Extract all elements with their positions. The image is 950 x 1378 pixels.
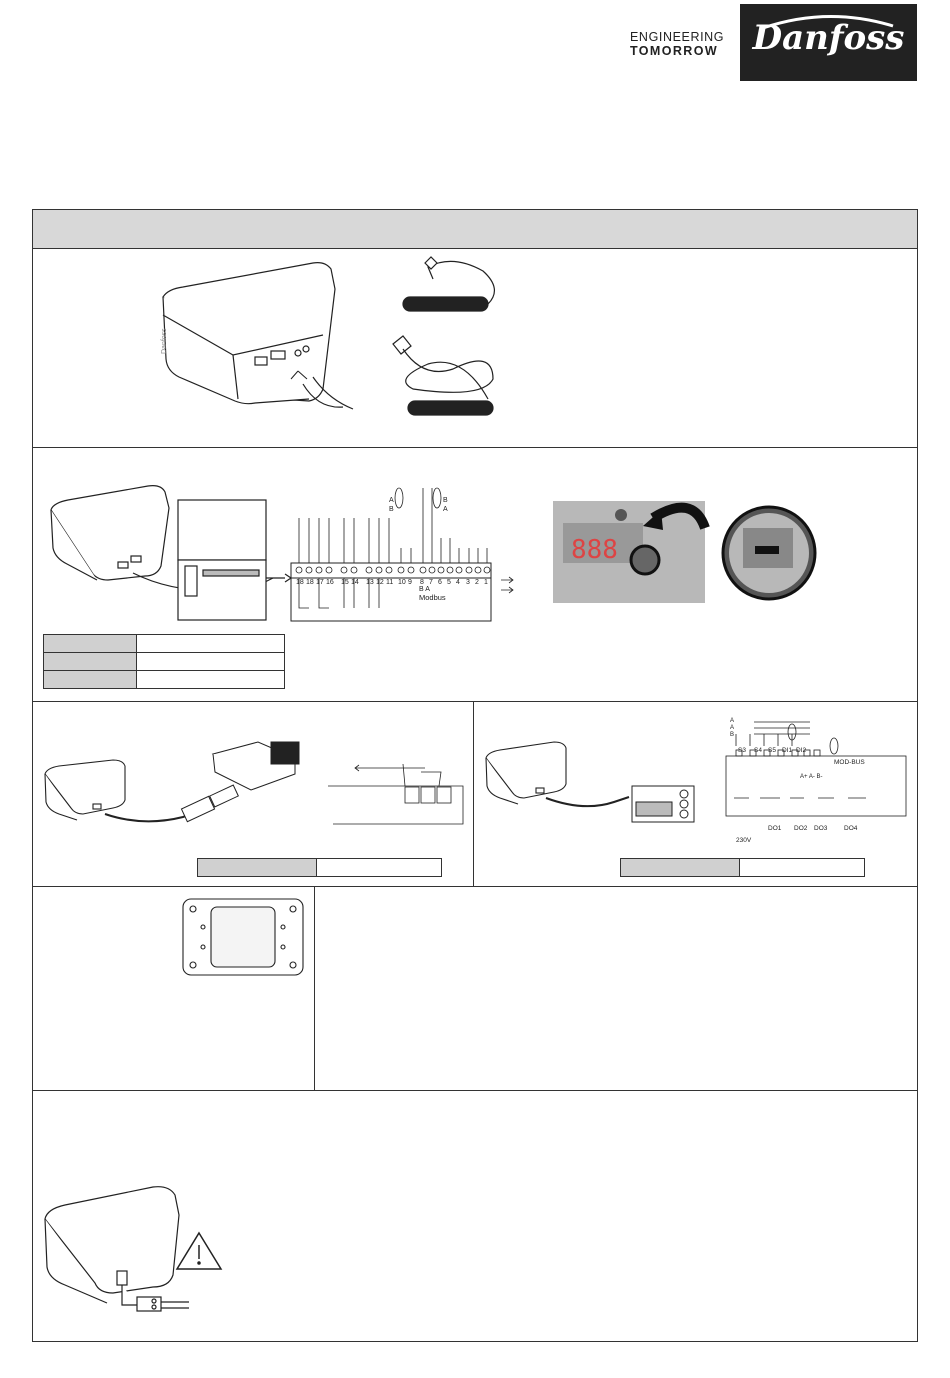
output-label-do4: DO4	[844, 825, 858, 832]
terminal-number-labels	[296, 579, 488, 586]
svg-text:Danfoss: Danfoss	[161, 328, 168, 354]
pcb-photo	[553, 501, 705, 603]
panel-wiring	[32, 447, 918, 702]
terminal-number-label: 5	[447, 579, 451, 586]
terminal-number-label: 2	[475, 579, 479, 586]
spec-table-controller	[620, 858, 865, 877]
terminal-number-label: 11	[386, 579, 394, 586]
controller-terminals	[726, 722, 906, 816]
terminal-number-label: 17	[316, 579, 324, 586]
controller-unit-icon	[632, 786, 694, 822]
adapter-connection-diagram	[33, 702, 473, 852]
modbus-label: Modbus	[419, 593, 446, 602]
brand-logo	[740, 4, 917, 81]
power-connection-diagram	[33, 1091, 917, 1341]
terminal-number-label: 14	[351, 579, 359, 586]
mounting-plate-icon	[183, 899, 303, 975]
terminal-number-label: 8	[420, 579, 424, 586]
terminal-label-s4: S4	[754, 747, 762, 754]
jumper-closeup	[723, 507, 815, 599]
adapter-cable-icon	[181, 785, 238, 822]
terminal-label-s3: S3	[738, 747, 746, 754]
bus-label-a-left: A	[389, 497, 394, 504]
bus-label-b-right: B	[443, 497, 448, 504]
terminal-label-di1: DI1	[782, 747, 793, 754]
terminal-number-label: 15	[341, 579, 349, 586]
terminal-number-label: 13	[366, 579, 374, 586]
output-arrows	[501, 577, 513, 593]
terminal-screws	[296, 567, 490, 573]
antenna-short-cable-icon	[403, 257, 494, 311]
bus-label-a-right: A	[443, 506, 448, 513]
controller-housing-icon	[178, 500, 291, 620]
spec-table-wiring	[43, 634, 285, 689]
terminal-number-label: 10	[398, 579, 406, 586]
logo-wordmark: Danfoss	[752, 18, 905, 58]
terminal-number-label: 7	[429, 579, 433, 586]
modbus-label: MOD-BUS	[834, 759, 865, 766]
bus-pins-label: A+ A- B-	[800, 774, 823, 780]
terminal-board-icon	[328, 764, 463, 824]
tagline	[630, 30, 724, 58]
panel-controller	[473, 701, 918, 887]
panel-antenna	[32, 248, 918, 448]
terminal-label-s5: S5	[768, 747, 776, 754]
panel-adapter	[32, 701, 474, 887]
terminal-label-di2: DI2	[796, 747, 807, 754]
terminal-number-label: 18	[296, 579, 304, 586]
terminal-number-label: 3	[466, 579, 470, 586]
terminal-number-label: 9	[408, 579, 412, 586]
bus-label-b-left: B	[389, 506, 394, 513]
tagline-line-1: ENGINEERING	[630, 30, 725, 44]
terminal-number-label: 12	[376, 579, 384, 586]
gateway-device-icon	[45, 760, 125, 820]
panel-power	[32, 1090, 918, 1342]
wire-label-a-minus: A	[730, 725, 735, 731]
antenna-long-cable-icon	[393, 336, 493, 415]
terminal-number-label: 1	[484, 579, 488, 586]
mounting-plate-diagram	[33, 887, 314, 1090]
output-label-do2: DO2	[794, 825, 808, 832]
panel-mounting	[32, 886, 315, 1091]
controller-unit-icon	[213, 742, 299, 790]
spec-table-adapter	[197, 858, 442, 877]
gateway-device-icon	[486, 742, 566, 804]
terminal-number-label: 6	[438, 579, 442, 586]
wire-label-a: A	[730, 718, 735, 724]
terminal-number-label: 16	[326, 579, 334, 586]
gateway-device-icon	[45, 1187, 189, 1311]
panel-mounting-text	[314, 886, 918, 1091]
gateway-device-icon	[163, 263, 353, 409]
output-label-do3: DO3	[814, 825, 828, 832]
warning-icon	[177, 1233, 221, 1269]
tagline-line-2: TOMORROW	[630, 44, 719, 58]
terminal-number-label: 4	[456, 579, 460, 586]
supply-label: 230V	[736, 837, 752, 844]
controller-connection-diagram	[474, 702, 917, 852]
wire-label-b: B	[730, 732, 735, 738]
gateway-antenna-illustration	[33, 249, 917, 447]
display-digits: 888	[571, 535, 618, 565]
section-header-bar	[32, 209, 918, 249]
output-label-do1: DO1	[768, 825, 782, 832]
terminal-number-label: 18	[306, 579, 314, 586]
modbus-pins-label: B A	[419, 586, 430, 593]
